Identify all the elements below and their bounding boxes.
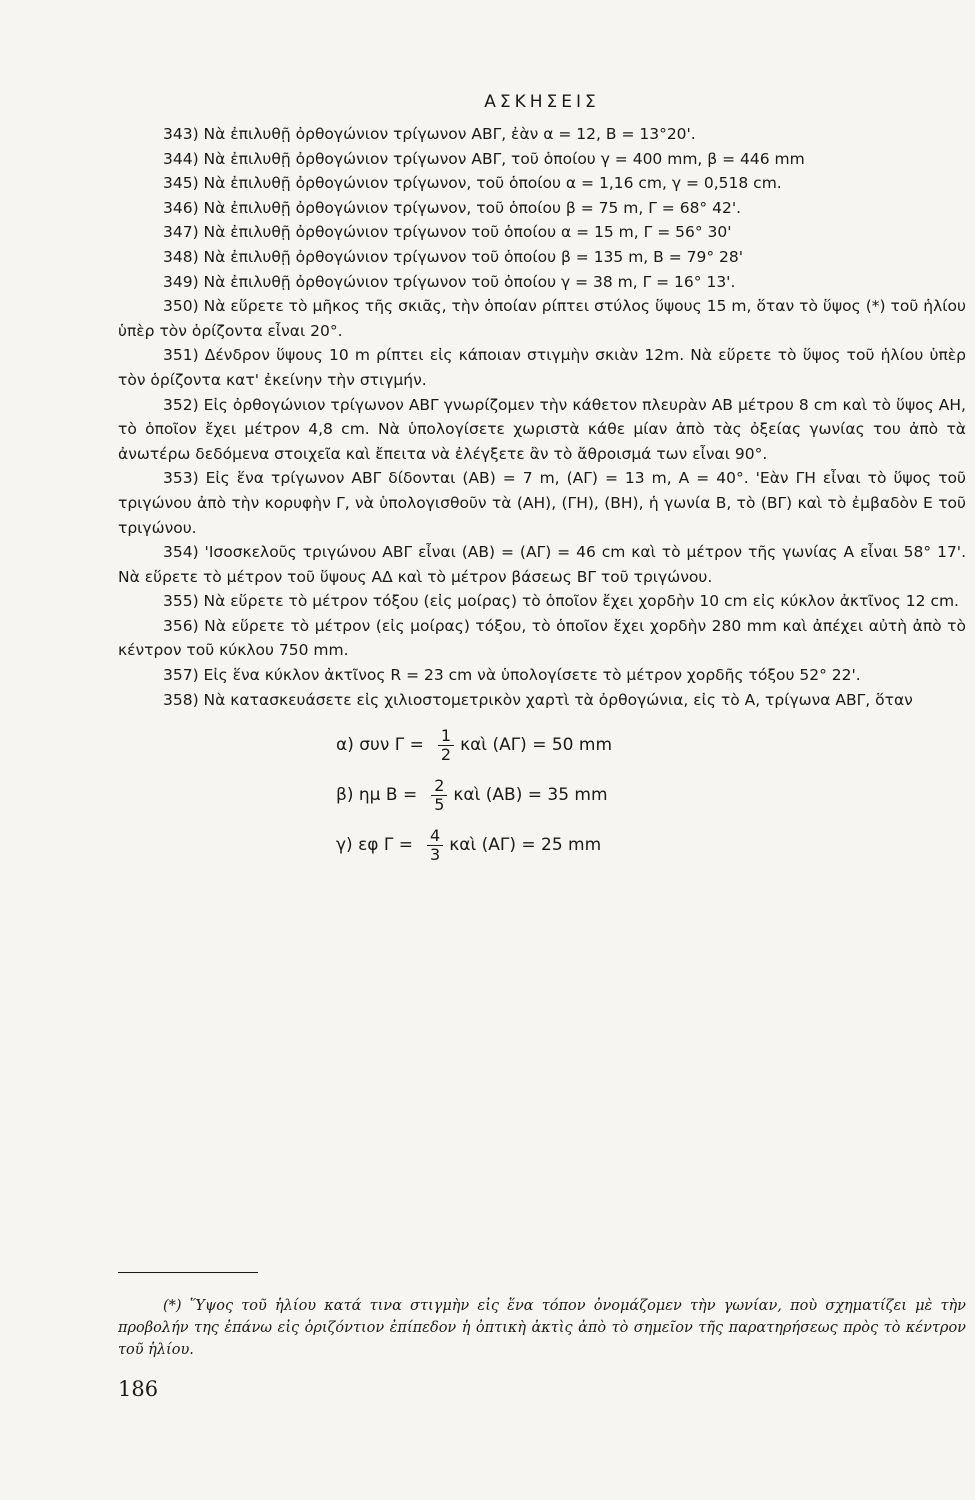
condition-beta bbox=[336, 770, 966, 820]
exercise-347: 347) Νὰ ἐπιλυθῇ ὀρθογώνιον τρίγωνον τοῦ ὁποίου α = 15 m, Γ = 56° 30' bbox=[163, 223, 732, 242]
exercise-354: 354) 'Ισοσκελοῦς τριγώνου ΑΒΓ εἶναι (ΑΒ) = (ΑΓ) = 46 cm καὶ τὸ μέτρον τῆς γωνίας Α εἶναι 58° 17'. Νὰ εὕρετε τὸ μέτρον τοῦ ὕψους ΑΔ καὶ τὸ μέτρον βάσεως ΒΓ τοῦ τριγώνου. bbox=[118, 543, 966, 586]
page-number: 186 bbox=[118, 1377, 159, 1401]
exercise-352: 352) Εἰς ὀρθογώνιον τρίγωνον ΑΒΓ γνωρίζομεν τὴν κάθετον πλευρὰν ΑΒ μέτρου 8 cm καὶ τὸ ὕψος ΑΗ, τὸ ὁποῖον ἔχει μέτρον 4,8 cm. Νὰ ὑπολογίσετε χωριστὰ κάθε μίαν ἀπὸ τὰς ὀξείας γωνίας του ἀπὸ τὰ ἀνωτέρω δεδόμενα στοιχεῖα καὶ ἔπειτα νὰ ἐλέγξετε ἂν τὸ ἄθροισμά των εἶναι 90°. bbox=[118, 395, 966, 463]
condition-rest: καὶ (ΑΒ) = 35 mm bbox=[453, 784, 608, 805]
exercise-358: 358) Νὰ κατασκευάσετε εἰς χιλιοστομετρικὸν χαρτὶ τὰ ὀρθογώνια, εἰς τὸ Α, τρίγωνα ΑΒΓ, ὅταν bbox=[163, 690, 913, 709]
condition-list bbox=[336, 720, 966, 870]
exercise-345: 345) Νὰ ἐπιλυθῇ ὀρθογώνιον τρίγωνον, τοῦ ὁποίου α = 1,16 cm, γ = 0,518 cm. bbox=[163, 174, 782, 193]
fraction-numerator: 2 bbox=[431, 777, 447, 796]
fraction-denominator: 3 bbox=[430, 844, 441, 864]
fraction bbox=[438, 727, 454, 764]
exercise-344: 344) Νὰ ἐπιλυθῇ ὀρθογώνιον τρίγωνον ΑΒΓ, τοῦ ὁποίου γ = 400 mm, β = 446 mm bbox=[163, 149, 805, 168]
condition-rest: καὶ (ΑΓ) = 25 mm bbox=[449, 834, 602, 855]
exercise-348: 348) Νὰ ἐπιλυθῇ ὀρθογώνιον τρίγωνον τοῦ ὁποίου β = 135 m, Β = 79° 28' bbox=[163, 247, 744, 266]
footnote-divider bbox=[118, 1272, 258, 1273]
fraction-denominator: 5 bbox=[434, 794, 445, 814]
fraction bbox=[427, 827, 443, 864]
exercise-353: 353) Εἰς ἕνα τρίγωνον ΑΒΓ δίδονται (ΑΒ) = 7 m, (ΑΓ) = 13 m, Α = 40°. 'Εὰν ΓΗ εἶναι τὸ ὕψος τοῦ τριγώνου ἀπὸ τὴν κορυφὴν Γ, νὰ ὑπολογισθοῦν τὰ (ΑΗ), (ΓΗ), (ΒΗ), ἡ γωνία Β, τὸ (ΒΓ) καὶ τὸ ἐμβαδὸν Ε τοῦ τριγώνου. bbox=[118, 469, 966, 537]
exercise-357: 357) Εἰς ἕνα κύκλον ἀκτῖνος R = 23 cm νὰ ὑπολογίσετε τὸ μέτρον χορδῆς τόξου 52° 22'. bbox=[163, 666, 861, 685]
fraction-numerator: 4 bbox=[427, 827, 443, 846]
condition-alpha bbox=[336, 720, 966, 770]
exercise-350: 350) Νὰ εὕρετε τὸ μῆκος τῆς σκιᾶς, τὴν ὁποίαν ρίπτει στύλος ὕψους 15 m, ὅταν τὸ ὕψος (*) τοῦ ἡλίου ὑπὲρ τὸν ὁρίζοντα εἶναι 20°. bbox=[118, 297, 966, 340]
exercise-346: 346) Νὰ ἐπιλυθῇ ὀρθογώνιον τρίγωνον, τοῦ ὁποίου β = 75 m, Γ = 68° 42'. bbox=[163, 198, 742, 217]
condition-rest: καὶ (ΑΓ) = 50 mm bbox=[460, 734, 613, 755]
exercise-355: 355) Νὰ εὕρετε τὸ μέτρον τόξου (εἰς μοίρας) τὸ ὁποῖον ἔχει χορδὴν 10 cm εἰς κύκλον ἀκτῖνος 12 cm. bbox=[163, 592, 959, 611]
condition-label: β) ημ Β = bbox=[336, 784, 418, 805]
exercise-356: 356) Νὰ εὕρετε τὸ μέτρον (εἰς μοίρας) τόξου, τὸ ὁποῖον ἔχει χορδὴν 280 mm καὶ ἀπέχει αὐτὴ ἀπὸ τὸ κέντρον τοῦ κύκλου 750 mm. bbox=[118, 616, 966, 660]
exercise-351: 351) Δένδρον ὕψους 10 m ρίπτει εἰς κάποιαν στιγμὴν σκιὰν 12m. Νὰ εὕρετε τὸ ὕψος τοῦ ἡλίου ὑπὲρ τὸν ὁρίζοντα κατ' ἐκείνην τὴν στιγμήν. bbox=[118, 346, 966, 389]
exercise-343: 343) Νὰ ἐπιλυθῇ ὀρθογώνιον τρίγωνον ΑΒΓ, ἐὰν α = 12, Β = 13°20'. bbox=[163, 125, 696, 143]
condition-label: α) συν Γ = bbox=[336, 734, 424, 755]
fraction-denominator: 2 bbox=[440, 744, 452, 764]
condition-label: γ) εφ Γ = bbox=[336, 834, 414, 855]
exercise-349: 349) Νὰ ἐπιλυθῇ ὀρθογώνιον τρίγωνον τοῦ ὁποίου γ = 38 m, Γ = 16° 13'. bbox=[163, 272, 736, 291]
page-title: ΑΣΚΗΣΕΙΣ bbox=[484, 92, 600, 112]
fraction bbox=[431, 777, 447, 814]
exercise-list bbox=[118, 122, 966, 870]
fraction-numerator: 1 bbox=[438, 727, 454, 746]
book-page bbox=[118, 0, 966, 1500]
footnote: (*) Ὕψος τοῦ ἡλίου κατά τινα στιγμὴν εἰς ἕνα τόπον ὀνομάζομεν τὴν γωνίαν, ποὺ σχηματίζει μὲ τὴν προβολήν της ἐπάνω εἰς ὁριζόντιον ἐπίπεδον ἡ ὀπτικὴ ἀκτὶς ἀπὸ τὸ σημεῖον τῆς παρατηρήσεως πρὸς τὸ κέντρον τοῦ ἡλίου. bbox=[118, 1297, 966, 1358]
condition-gamma bbox=[336, 820, 966, 870]
